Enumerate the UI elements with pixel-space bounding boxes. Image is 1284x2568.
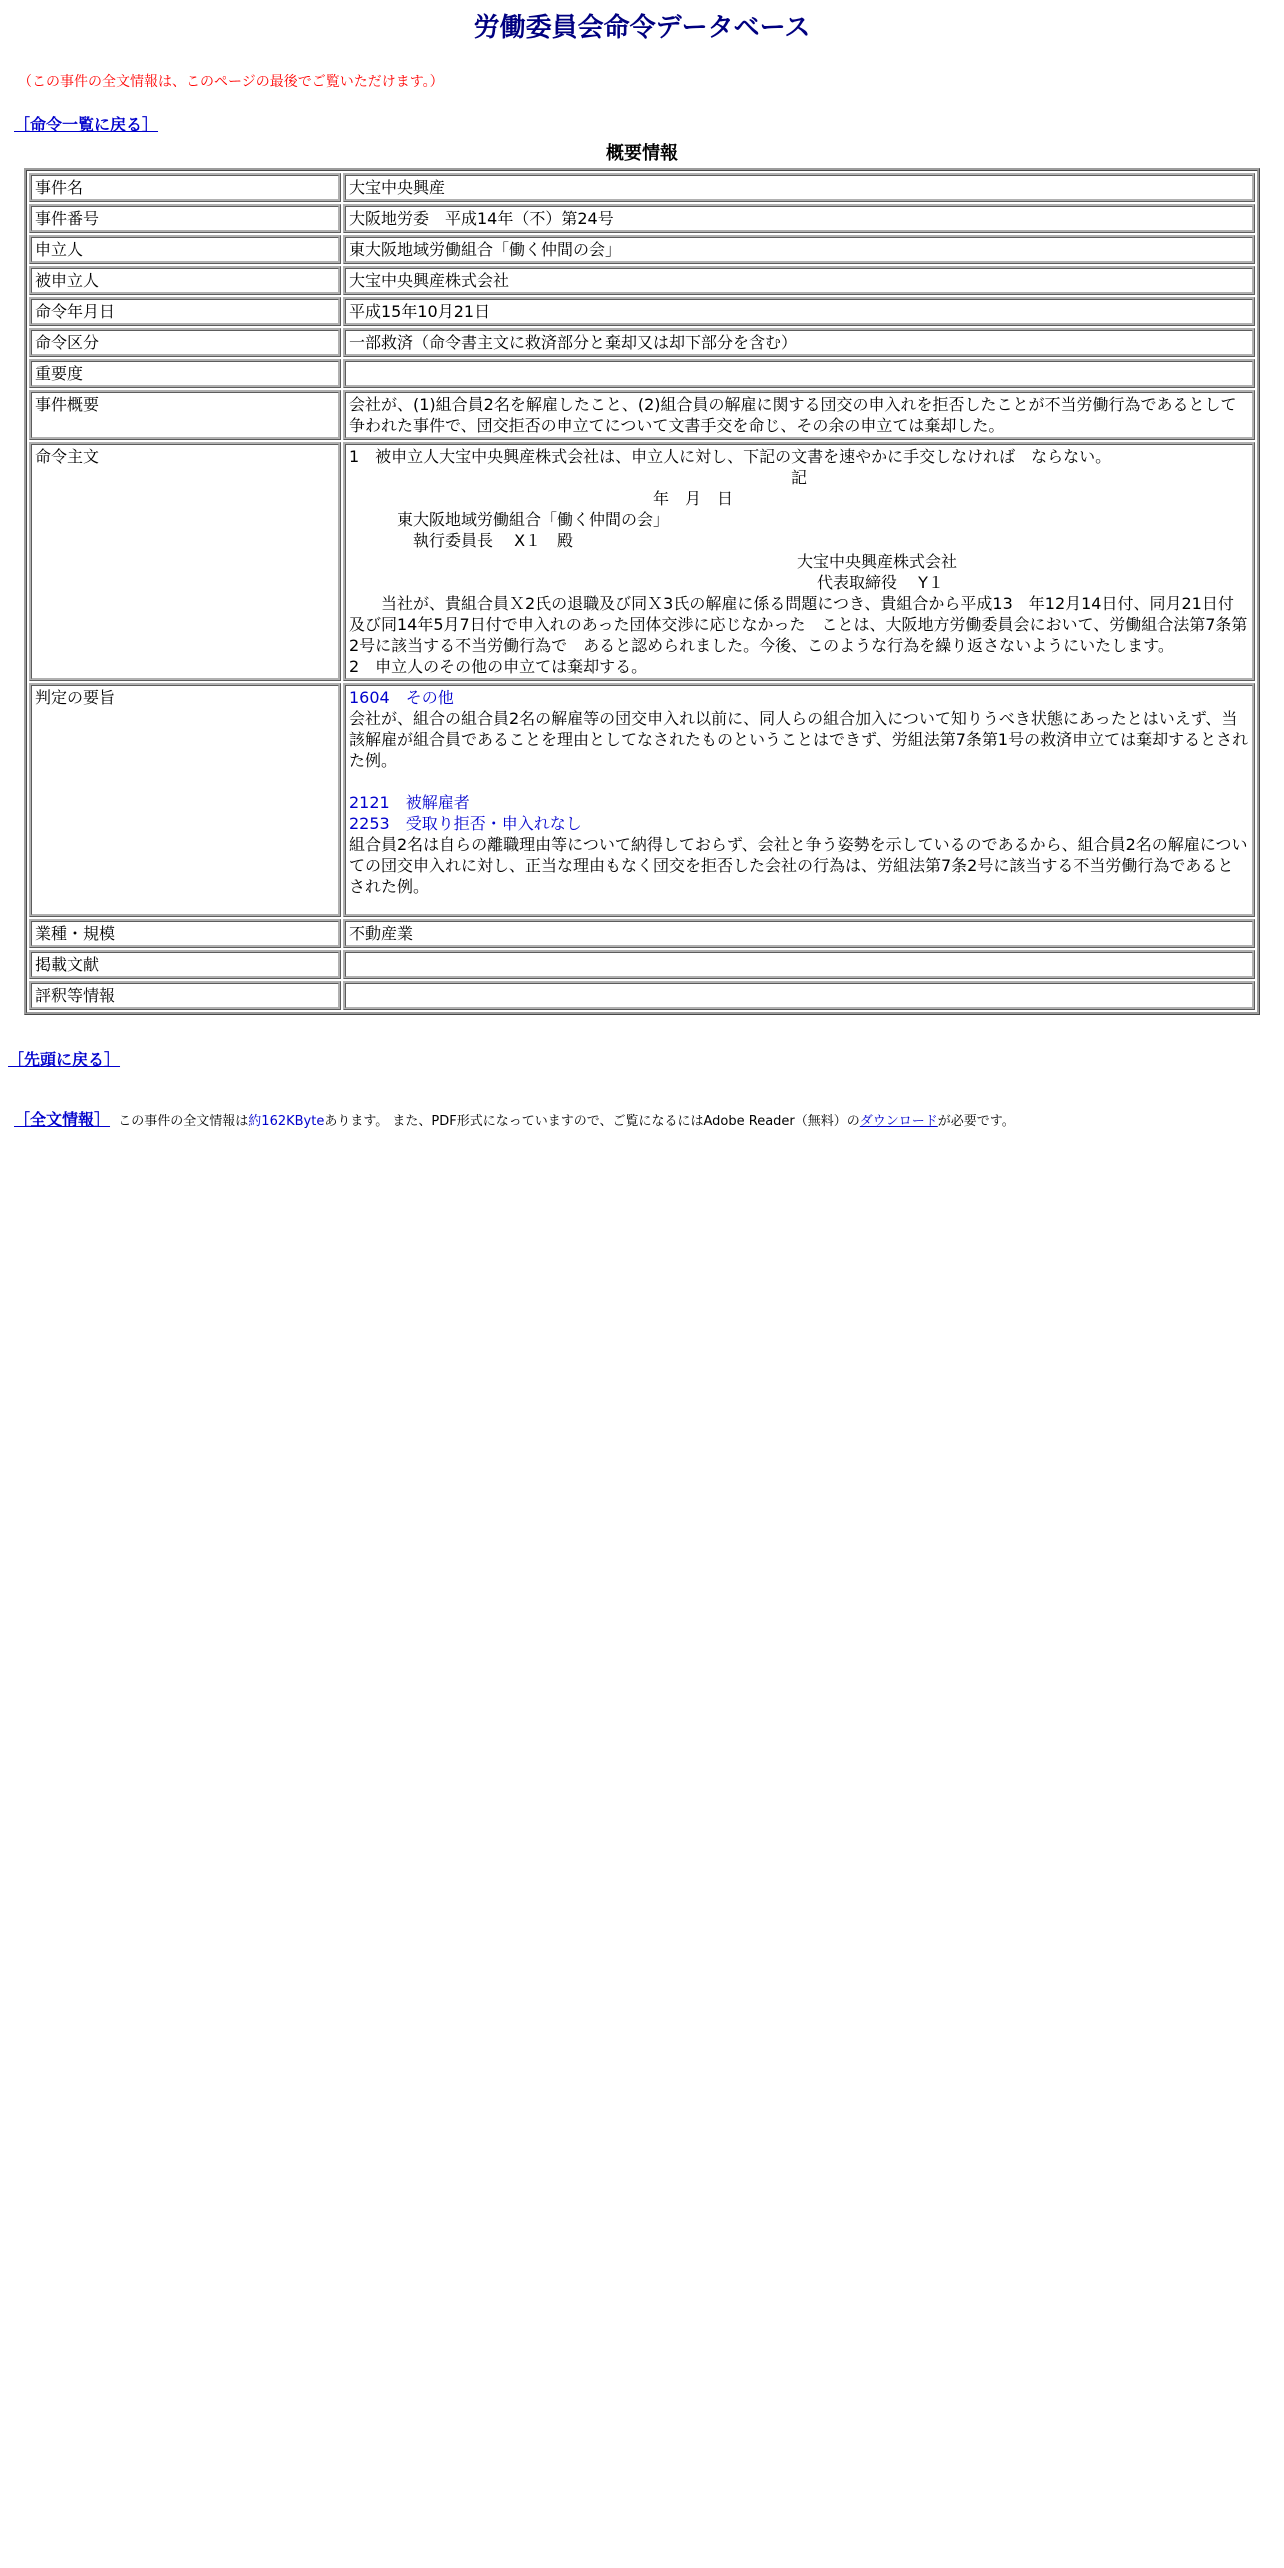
applicant-label: 申立人 [29,235,341,264]
table-row-respondent [29,266,1255,295]
order-date-label: 命令年月日 [29,297,341,326]
main-text-label: 命令主文 [29,442,341,681]
table-row-summary [29,390,1255,440]
section-title: 概要情報 [606,143,678,164]
judgment-label: 判定の要旨 [29,683,341,917]
table-row-judgment [29,683,1255,917]
industry-value: 不動産業 [343,919,1255,948]
table-row-applicant [29,235,1255,264]
main-text-ki: 記 [790,468,807,487]
page-title: 労働委員会命令データベース [473,13,811,43]
table-row-main-text [29,442,1255,681]
summary-label: 事件概要 [29,390,341,440]
judgment-text-1: 会社が、組合の組合員2名の解雇等の団交申入れ以前に、同人らの組合加入について知りうべき状態にあったとはいえず、当該解雇が組合員であることを理由としてなされたものということはできず、労組法第7条第1号の救済申立ては棄却するとされた例。 [349,709,1249,770]
respondent-label: 被申立人 [29,266,341,295]
judgment-code-2121: 2121 被解雇者 [349,793,470,812]
judgment-code-1604: 1604 その他 [349,688,454,707]
main-text-addressee-person: 執行委員長 X１ 殿 [413,531,574,550]
order-date-value: 平成15年10月21日 [343,297,1255,326]
fulltext-middle: あります。 また、PDF形式になっていますので、ご覧になるにはAdobe Reader（無料）の [324,1114,860,1129]
table-row-importance [29,359,1255,388]
fulltext-size: 約162KByte [248,1114,325,1129]
fulltext-link[interactable]: ［全文情報］ [14,1110,111,1129]
order-type-label: 命令区分 [29,328,341,357]
summary-table [24,168,1260,1015]
case-number-label: 事件番号 [29,204,341,233]
commentary-label: 評釈等情報 [29,981,341,1010]
respondent-value: 大宝中央興産株式会社 [343,266,1255,295]
case-name-label: 事件名 [29,173,341,202]
case-name-value: 大宝中央興産 [343,173,1255,202]
main-text-value [343,442,1255,681]
main-text-line1: 1 被申立人大宝中央興産株式会社は、申立人に対し、下記の文書を速やかに手交しなければ ならない。 [349,447,1112,466]
main-text-line2: 2 申立人のその他の申立ては棄却する。 [349,657,648,676]
importance-value [343,359,1255,388]
table-row-order-type [29,328,1255,357]
industry-label: 業種・規模 [29,919,341,948]
main-text-addressee-org: 東大阪地域労働組合「働く仲間の会」 [397,510,670,529]
applicant-value: 東大阪地域労働組合「働く仲間の会」 [343,235,1255,264]
back-to-top-link[interactable]: ［先頭に戻る］ [8,1050,121,1069]
download-link[interactable]: ダウンロード [859,1114,938,1129]
case-number-value: 大阪地労委 平成14年（不）第24号 [343,204,1255,233]
fulltext-notice: （この事件の全文情報は、このページの最後でご覧いただけます。） [18,74,444,90]
summary-value: 会社が、(1)組合員2名を解雇したこと、(2)組合員の解雇に関する団交の申入れを拒否したことが不当労働行為であるとして争われた事件で、団交拒否の申立てについて文書手交を命じ、その余の申立ては棄却した。 [343,390,1255,440]
fulltext-info [14,1109,1284,1131]
order-type-value: 一部救済（命令書主文に救済部分と棄却又は却下部分を含む） [343,328,1255,357]
commentary-value [343,981,1255,1010]
table-row-publication [29,950,1255,979]
fulltext-suffix: が必要です。 [937,1114,1015,1129]
back-to-list-link[interactable]: ［命令一覧に戻る］ [14,115,159,134]
main-text-sender-company: 大宝中央興産株式会社 [797,552,958,571]
main-text-sender-person: 代表取締役 Y１ [817,573,944,592]
judgment-text-2: 組合員2名は自らの離職理由等について納得しておらず、会社と争う姿勢を示しているのであるから、組合員2名の解雇についての団交申入れに対し、正当な理由もなく団交を拒否した会社の行為は、労組法第7条2号に該当する不当労働行為であるとされた例。 [349,835,1248,896]
judgment-value [343,683,1255,917]
judgment-code-2253: 2253 受取り拒否・申入れなし [349,814,582,833]
fulltext-prefix: この事件の全文情報は [118,1114,249,1129]
table-row-commentary [29,981,1255,1010]
table-row-order-date [29,297,1255,326]
table-row-industry [29,919,1255,948]
importance-label: 重要度 [29,359,341,388]
main-text-date: 年 月 日 [653,489,734,508]
publication-value [343,950,1255,979]
main-text-body: 当社が、貴組合員Ｘ2氏の退職及び同Ｘ3氏の解雇に係る問題につき、貴組合から平成13 年12月14日付、同月21日付及び同14年5月7日付で申入れのあった団体交渉に応じなかった ことは、大阪地方労働委員会において、労働組合法第7条第2号に該当する不当労働行為で あると認められました。今後、このような行為を繰り返さないようにいたします。 [349,594,1248,655]
table-row-case-number [29,204,1255,233]
publication-label: 掲載文献 [29,950,341,979]
table-row-case-name [29,173,1255,202]
